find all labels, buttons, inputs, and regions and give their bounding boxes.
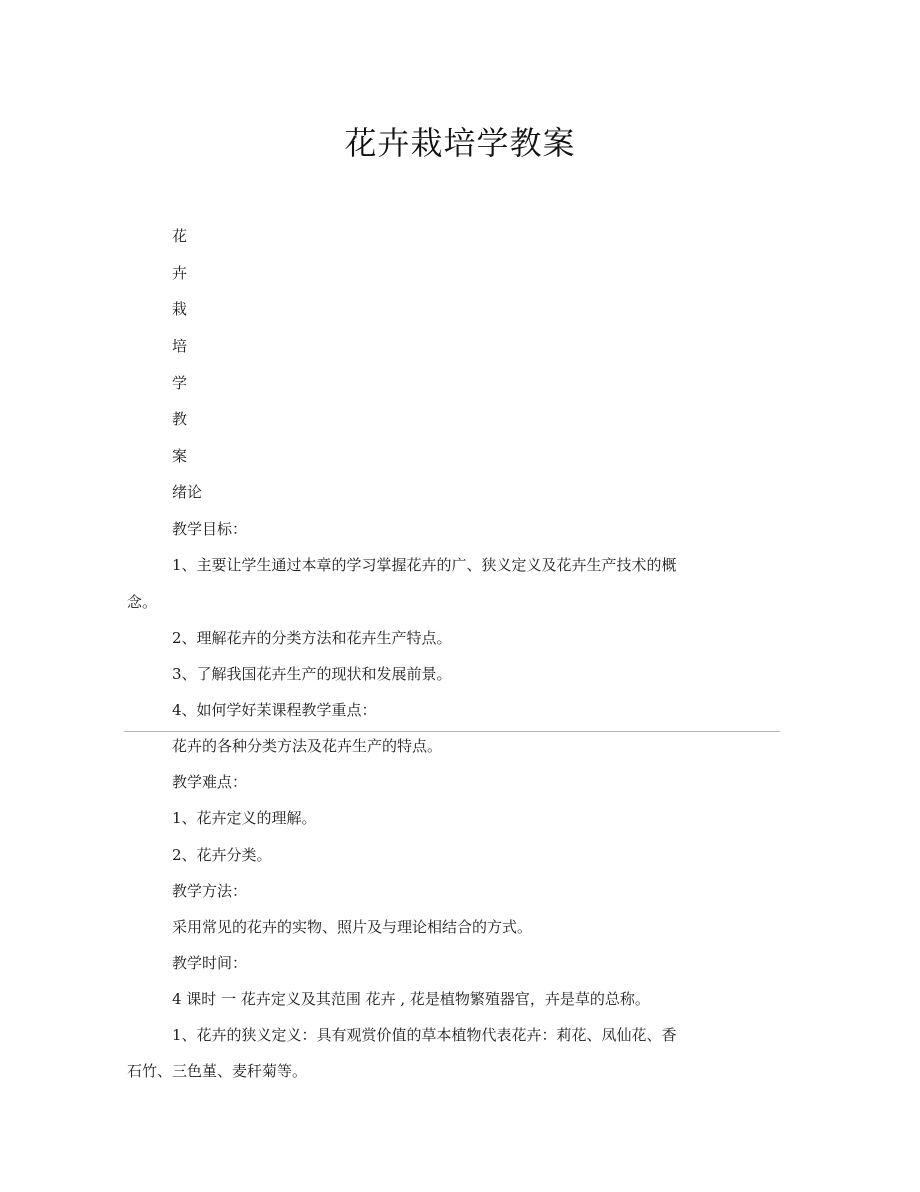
- key-point-text: 花卉的各种分类方法及花卉生产的特点。: [172, 737, 443, 755]
- method-text: 采用常见的花卉的实物、照片及与理论相结合的方式。: [172, 918, 533, 936]
- objective-item: 3、了解我国花卉生产的现状和发展前景。: [172, 665, 452, 683]
- horizontal-divider: [124, 731, 780, 732]
- section-heading-method: 教学方法：: [172, 882, 248, 900]
- section-heading-time: 教学时间：: [172, 954, 248, 972]
- difficulty-item: 1、花卉定义的理解。: [172, 809, 317, 827]
- vertical-title-char: 栽: [172, 300, 188, 318]
- definition-text: 1、花卉的狭义定义：具有观赏价值的草本植物代表花卉：莉花、凤仙花、香: [172, 1026, 677, 1044]
- definition-text-continuation: 石竹、三色堇、麦秆菊等。: [127, 1062, 308, 1080]
- vertical-title-char: 案: [172, 447, 188, 465]
- section-heading-objectives: 教学目标：: [172, 520, 248, 538]
- time-text: 4 课时 一 花卉定义及其范围 花卉 , 花是植物繁殖器官，卉是草的总称。: [172, 990, 650, 1008]
- objective-item-continuation: 念。: [127, 593, 158, 611]
- section-heading-difficulty: 教学难点：: [172, 773, 248, 791]
- document-title: 花卉栽培学教案: [344, 124, 576, 162]
- vertical-title-char: 教: [172, 410, 188, 428]
- objective-item: 2、理解花卉的分类方法和花卉生产特点。: [172, 629, 452, 647]
- vertical-title-char: 花: [172, 227, 188, 245]
- vertical-title-char: 卉: [172, 264, 188, 282]
- objective-item: 4、如何学好苿课程教学重点：: [172, 701, 377, 719]
- objective-item: 1、主要让学生通过本章的学习掌握花卉的广、狭义定义及花卉生产技术的概: [172, 556, 677, 574]
- vertical-title-char: 培: [172, 337, 188, 355]
- section-heading-intro: 绪论: [172, 483, 203, 501]
- difficulty-item: 2、花卉分类。: [172, 846, 272, 864]
- vertical-title-char: 学: [172, 374, 188, 392]
